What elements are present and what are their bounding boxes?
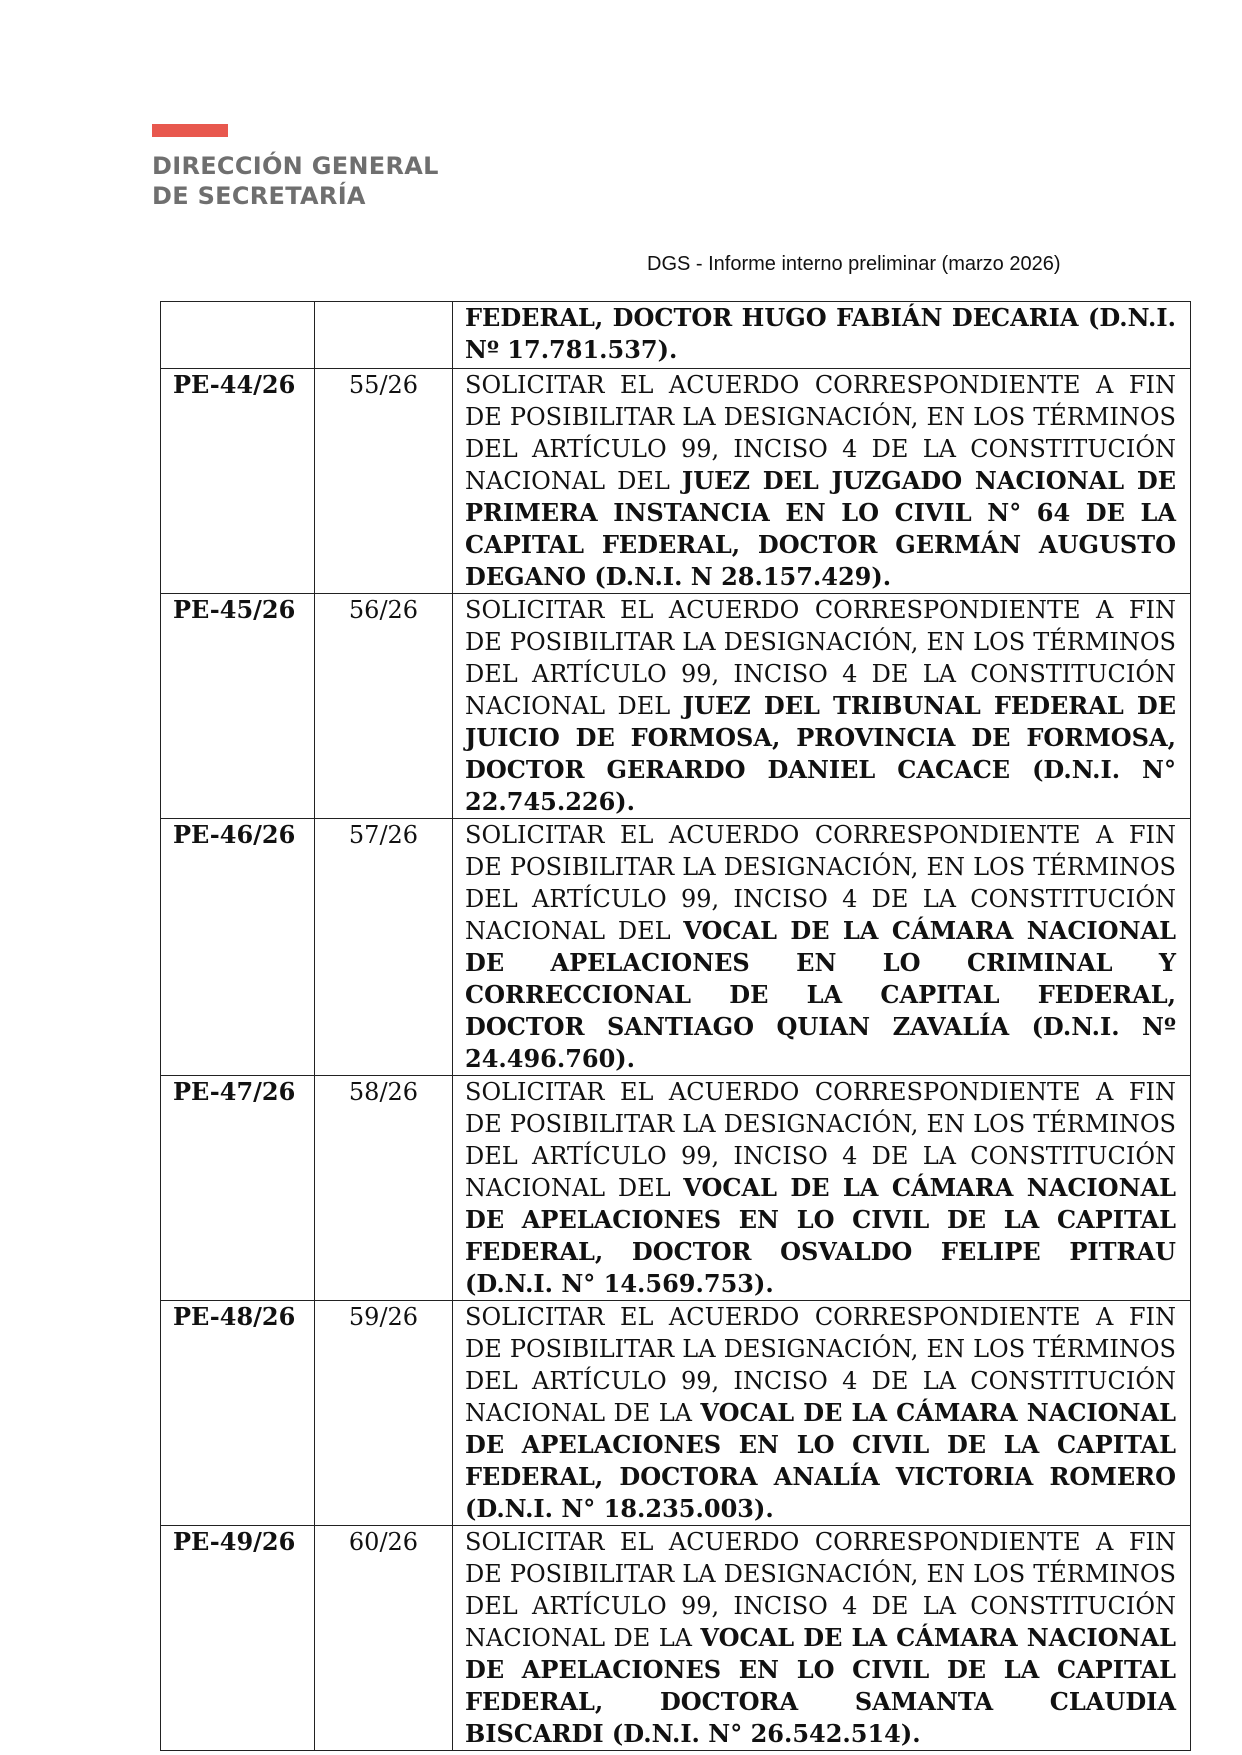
description-plain: SOLICITAR EL ACUERDO CORRESPONDIENTE A FIN DE POSIBILITAR LA DESIGNACIÓN, EN LOS TÉRMINOS DEL ARTÍCULO 99, INCISO 4 DE LA CONSTITUCIÓN NACIONAL DEL bbox=[465, 596, 1176, 720]
table-row bbox=[161, 1076, 1191, 1301]
table-row bbox=[161, 369, 1191, 594]
logo-accent-bar bbox=[152, 124, 228, 137]
description-bold: VOCAL DE LA CÁMARA NACIONAL DE APELACIONES EN LO CIVIL DE LA CAPITAL FEDERAL, DOCTORA SAMANTA CLAUDIA BISCARDI (D.N.I. N° 26.542.514). bbox=[465, 1623, 1176, 1748]
description-cell bbox=[453, 1301, 1191, 1526]
number-cell: 58/26 bbox=[315, 1076, 453, 1301]
description-plain: SOLICITAR EL ACUERDO CORRESPONDIENTE A FIN DE POSIBILITAR LA DESIGNACIÓN, EN LOS TÉRMINOS DEL ARTÍCULO 99, INCISO 4 DE LA CONSTITUCIÓN NACIONAL DEL bbox=[465, 371, 1176, 495]
report-header: DGS - Informe interno preliminar (marzo 2026) bbox=[647, 253, 1061, 275]
number-cell: 59/26 bbox=[315, 1301, 453, 1526]
description-plain: SOLICITAR EL ACUERDO CORRESPONDIENTE A FIN DE POSIBILITAR LA DESIGNACIÓN, EN LOS TÉRMINOS DEL ARTÍCULO 99, INCISO 4 DE LA CONSTITUCIÓN NACIONAL DE LA bbox=[465, 1528, 1176, 1652]
description-cell: FEDERAL, DOCTOR HUGO FABIÁN DECARIA (D.N.I. Nº 17.781.537). bbox=[453, 302, 1191, 369]
description-plain: SOLICITAR EL ACUERDO CORRESPONDIENTE A FIN DE POSIBILITAR LA DESIGNACIÓN, EN LOS TÉRMINOS DEL ARTÍCULO 99, INCISO 4 DE LA CONSTITUCIÓN NACIONAL DEL bbox=[465, 821, 1176, 945]
organization-logo bbox=[152, 124, 439, 211]
table-row bbox=[161, 594, 1191, 819]
pe-cell bbox=[161, 302, 315, 369]
description-cell bbox=[453, 1076, 1191, 1301]
pe-cell: PE-44/26 bbox=[161, 369, 315, 594]
number-cell: 56/26 bbox=[315, 594, 453, 819]
logo-line-1: DIRECCIÓN GENERAL bbox=[152, 152, 439, 180]
description-bold: JUEZ DEL TRIBUNAL FEDERAL DE JUICIO DE FORMOSA, PROVINCIA DE FORMOSA, DOCTOR GERARDO DANIEL CACACE (D.N.I. N° 22.745.226). bbox=[465, 691, 1177, 816]
resolutions-table bbox=[160, 301, 1191, 1751]
description-plain: SOLICITAR EL ACUERDO CORRESPONDIENTE A FIN DE POSIBILITAR LA DESIGNACIÓN, EN LOS TÉRMINOS DEL ARTÍCULO 99, INCISO 4 DE LA CONSTITUCIÓN NACIONAL DEL bbox=[465, 1078, 1176, 1202]
pe-cell: PE-47/26 bbox=[161, 1076, 315, 1301]
pe-cell: PE-49/26 bbox=[161, 1526, 315, 1751]
description-cell bbox=[453, 1526, 1191, 1751]
description-bold: JUEZ DEL JUZGADO NACIONAL DE PRIMERA INSTANCIA EN LO CIVIL N° 64 DE LA CAPITAL FEDERAL, DOCTOR GERMÁN AUGUSTO DEGANO (D.N.I. N 28.157.429). bbox=[465, 466, 1176, 591]
description-cell bbox=[453, 594, 1191, 819]
table-row bbox=[161, 1526, 1191, 1751]
description-plain: SOLICITAR EL ACUERDO CORRESPONDIENTE A FIN DE POSIBILITAR LA DESIGNACIÓN, EN LOS TÉRMINOS DEL ARTÍCULO 99, INCISO 4 DE LA CONSTITUCIÓN NACIONAL DE LA bbox=[465, 1303, 1176, 1427]
logo-line-2: DE SECRETARÍA bbox=[152, 182, 366, 210]
number-cell: 55/26 bbox=[315, 369, 453, 594]
description-cell bbox=[453, 819, 1191, 1076]
description-bold: VOCAL DE LA CÁMARA NACIONAL DE APELACIONES EN LO CIVIL DE LA CAPITAL FEDERAL, DOCTORA ANALÍA VICTORIA ROMERO (D.N.I. N° 18.235.003). bbox=[465, 1398, 1176, 1523]
pe-cell: PE-48/26 bbox=[161, 1301, 315, 1526]
description-bold: VOCAL DE LA CÁMARA NACIONAL DE APELACIONES EN LO CRIMINAL Y CORRECCIONAL DE LA CAPITAL FEDERAL, DOCTOR SANTIAGO QUIAN ZAVALÍA (D.N.I. Nº 24.496.760). bbox=[465, 916, 1177, 1073]
number-cell bbox=[315, 302, 453, 369]
table-row bbox=[161, 302, 1191, 369]
number-cell: 60/26 bbox=[315, 1526, 453, 1751]
pe-cell: PE-46/26 bbox=[161, 819, 315, 1076]
number-cell: 57/26 bbox=[315, 819, 453, 1076]
description-bold: VOCAL DE LA CÁMARA NACIONAL DE APELACIONES EN LO CIVIL DE LA CAPITAL FEDERAL, DOCTOR OSVALDO FELIPE PITRAU (D.N.I. N° 14.569.753). bbox=[465, 1173, 1177, 1298]
table-row bbox=[161, 819, 1191, 1076]
table-row bbox=[161, 1301, 1191, 1526]
pe-cell: PE-45/26 bbox=[161, 594, 315, 819]
description-cell bbox=[453, 369, 1191, 594]
